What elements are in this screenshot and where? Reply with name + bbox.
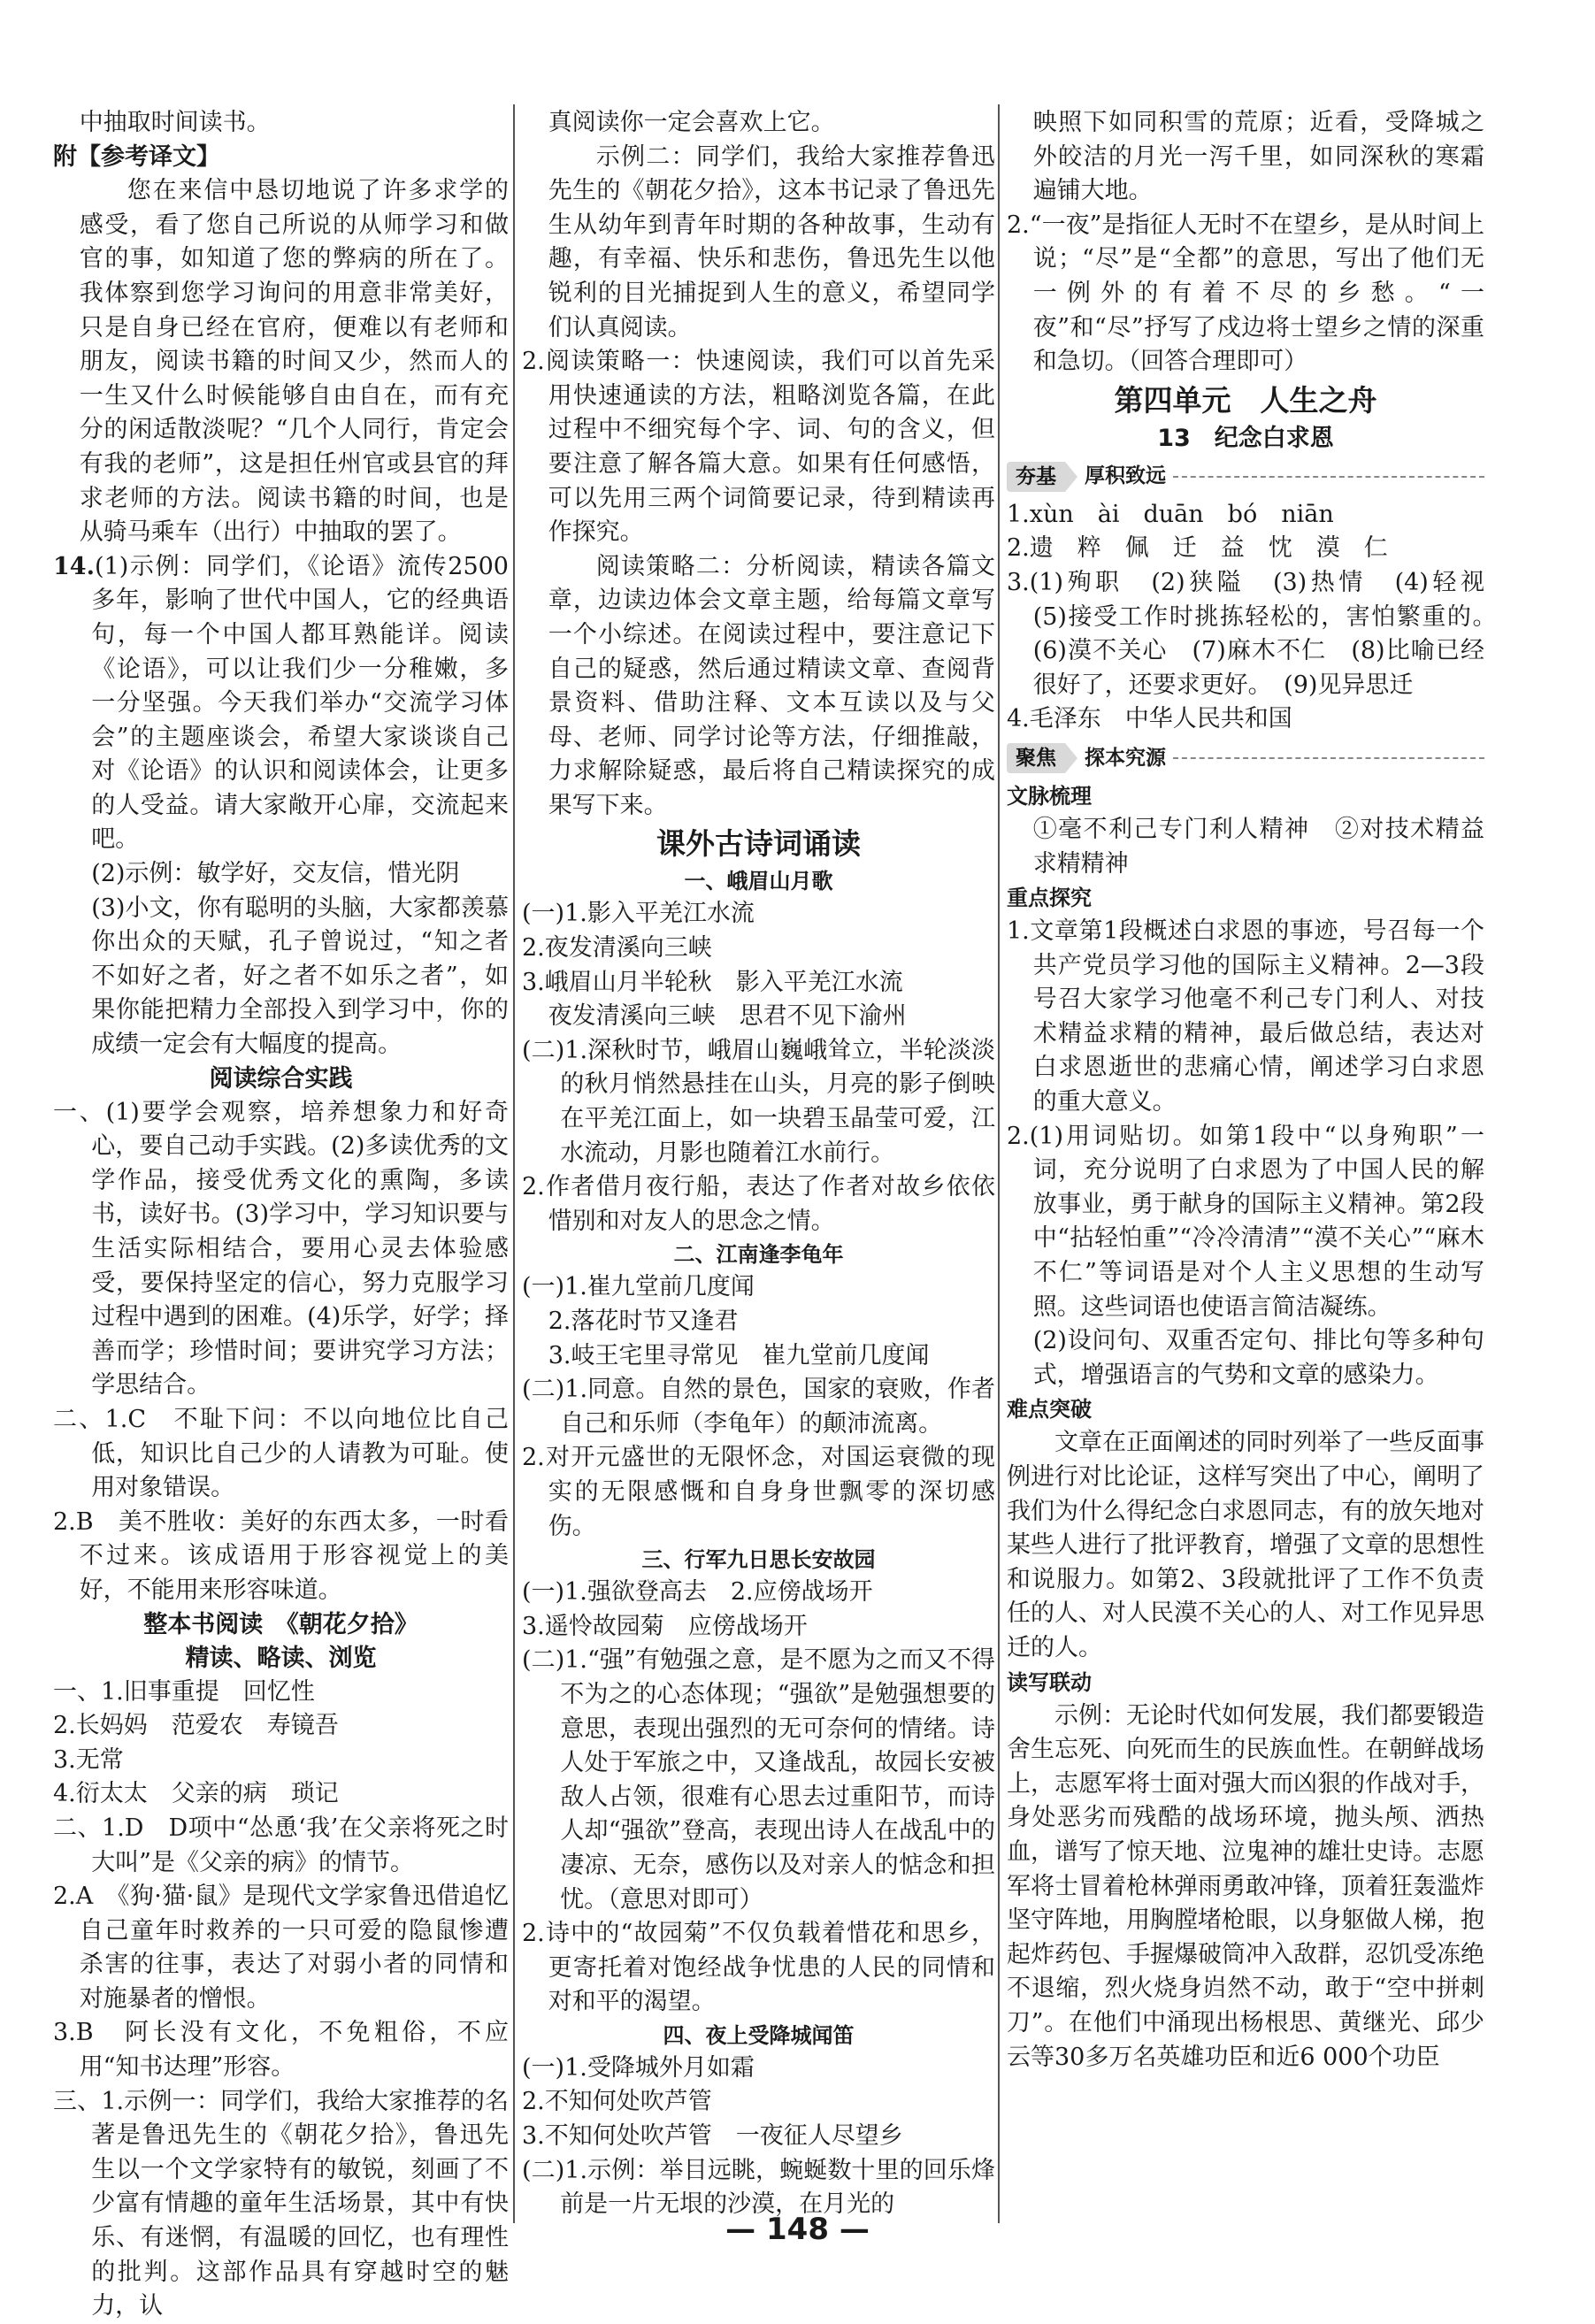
question-number: 14. <box>53 552 95 580</box>
poem-answer: 2.不知何处吹芦管 <box>522 2088 712 2116</box>
poem-answer: (二)1.“强”有勉强之意，是不愿为之而又不得不为之的心态体现；“强欲”是勉强想要的意思，表现出强烈的无可奈何的情绪。诗人处于军旅之中，又逢战乱，故园长安被敌人占领，很难有心思去过重阳节，而诗人却“强欲”登高，表现出诗人在战乱中的凄凉、无奈，感伤以及对亲人的惦念和担忧。（意思对即可） <box>522 1646 995 1914</box>
book-answer-2-3: 3.B 阿长没有文化，不免粗俗，不应用“知书达理”形容。 <box>53 2019 509 2082</box>
dashed-rule <box>1173 476 1484 478</box>
section-subheading-reading-types: 精读、略读、浏览 <box>185 1644 377 1672</box>
answer-14-part-3: (3)小文，你有聪明的头脑，大家都羡慕你出众的天赋，孔子曾说过，“知之者不如好之者，好之者不如乐之者”，如果你能把精力全部投入到学习中，你的成绩一定会有大幅度的提高。 <box>91 894 509 1059</box>
key-answer-1: 1.文章第1段概述白求恩的事迹，号召每一个共产党员学习他的国际主义精神。2—3段号召大家学习他毫不利己专门利人、对技术精益求精的精神，最后做总结，表达对白求恩逝世的悲痛心情，阐述学习白求恩的重大意义。 <box>1007 917 1484 1116</box>
answer-14-part-1: (1)示例：同学们，《论语》流传2500多年，影响了世代中国人，它的经典语句，每一个中国人都耳熟能详。阅读《论语》，可以让我们少一分稚嫩，多一分坚强。今天我们举办“交流学习体会”的主题座谈会，希望大家谈谈自己对《论语》的认识和阅读体会，让更多的人受益。请大家敞开心扉，交流起来吧。 <box>91 552 509 854</box>
book-answer-2-2: 2.A 《狗·猫·鼠》是现代文学家鲁迅借追忆自己童年时救养的一只可爱的隐鼠惨遭杀害的往事，表达了对弱小者的同情和对施暴者的憎恨。 <box>53 1883 509 2013</box>
book-answer-1-4: 4.衍太太 父亲的病 琐记 <box>53 1780 339 1808</box>
poem-answer: (一)1.影入平羌江水流 <box>522 900 755 928</box>
key-answer-2-part-2: (2)设问句、双重否定句、排比句等多种句式，增强语言的气势和文章的感染力。 <box>1032 1327 1484 1389</box>
poem-answer: 3.岐王宅里寻常见 崔九堂前几度闻 <box>548 1341 930 1369</box>
section-badge: 聚焦 <box>1007 743 1065 773</box>
key-answer-2: 2.(1)用词贴切。如第1段中“以身殉职”一词，充分说明了白求恩为了中国人民的解放事业，勇于献身的国际主义精神。第2段中“拈轻怕重”“冷冷清清”“漠不关心”“麻木不仁”等词语是对个人主义思想的生动写照。这些词语也使语言简洁凝练。 <box>1007 1122 1484 1321</box>
poem-title: 一、峨眉山月歌 <box>684 869 833 894</box>
text-line: 真阅读你一定会喜欢上它。 <box>548 109 835 136</box>
book-answer-3-1: 三、1.示例一：同学们，我给大家推荐的名著是鲁迅先生的《朝花夕拾》，鲁迅先生以一个文学家特有的敏锐，刻画了不少富有情趣的童年生活场景，其中有快乐、有迷惘，有温暖的回忆，也有理性的批判。这部作品具有穿越时空的魅力，认 <box>53 2087 509 2320</box>
reading-answer-2-2: 2.B 美不胜收：美好的东西太多，一时看不过来。该成语用于形容视觉上的美好，不能用来形容味道。 <box>53 1507 509 1604</box>
subsection-title: 文脉梳理 <box>1007 783 1092 809</box>
unit-title: 第四单元 人生之舟 <box>1114 382 1377 418</box>
character-answer: 2.遗 粹 佩 迁 益 忱 漠 仁 <box>1007 534 1388 563</box>
reference-translation-title: 附【参考译文】 <box>53 142 220 171</box>
reading-answer-2-1: 二、1.C 不耻下问：不以向地位比自己低，知识比自己少的人请教为可耻。使用对象错误。 <box>53 1405 509 1502</box>
poem-title: 二、江南逢李龟年 <box>673 1242 844 1268</box>
poem-answer: 3.不知何处吹芦管 一夜征人尽望乡 <box>522 2122 903 2151</box>
section-badge-text: 探本究源 <box>1085 746 1166 770</box>
answer-14 <box>53 550 509 857</box>
literature-answer: 4.毛泽东 中华人民共和国 <box>1007 705 1292 733</box>
poem-answer: (二)1.深秋时节，峨眉山巍峨耸立，半轮淡淡的秋月悄然悬挂在山头，月亮的影子倒映在平羌江面上，如一块碧玉晶莹可爱，江水流动，月影也随着江水前行。 <box>522 1036 995 1167</box>
book-answer-1-2: 2.长妈妈 范爱农 寿镜吾 <box>53 1712 339 1740</box>
reading-strategy-two: 阅读策略二：分析阅读，精读各篇文章，边读边体会文章主题，给每篇文章写一个小综述。在阅读过程中，要注意记下自己的疑惑，然后通过精读文章、查阅背景资料、借助注释、文本互读以及与父母、老师、同学讨论等方法，仔细推敲，力求解除疑惑，最后将自己精读探究的成果写下来。 <box>548 552 995 819</box>
poem-answer: 2.落花时节又逢君 <box>548 1308 739 1335</box>
text-line: 中抽取时间读书。 <box>79 109 271 136</box>
subsection-title: 难点突破 <box>1007 1397 1092 1423</box>
poem-answer: 夜发清溪向三峡 思君不见下渝州 <box>548 1002 907 1031</box>
badge-arrow-icon <box>1065 462 1077 492</box>
poem-answer: (二)1.示例：举目远眺，蜿蜒数十里的回乐烽前是一片无垠的沙漠，在月光的 <box>522 2156 995 2219</box>
poem-answer: (二)1.同意。自然的景色，国家的衰败，作者自己和乐师（李龟年）的颠沛流离。 <box>522 1376 995 1438</box>
poem-answer: (一)1.崔九堂前几度闻 <box>522 1273 755 1301</box>
difficulty-answer: 文章在正面阐述的同时列举了一些反面事例进行对比论证，这样写突出了中心，阐明了我们为什么得纪念白求恩同志，有的放矢地对某些人进行了批评教育，增强了文章的思想性和说服力。如第2、3段就批评了工作不负责任的人、对人民漠不关心的人、对工作见异思迁的人。 <box>1007 1429 1484 1661</box>
vocabulary-answer: 3.(1)殉职 (2)狭隘 (3)热情 (4)轻视 (5)接受工作时挑拣轻松的，害怕繁重的。 (6)漠不关心 (7)麻木不仁 (8)比喻已经很好了，还要求更好。 (9)见异思迁 <box>1007 568 1508 699</box>
section-banner-focus <box>1007 740 1484 776</box>
section-heading-poems: 课外古诗词诵读 <box>656 826 861 862</box>
poem-answer: 3.遥怜故园菊 应傍战场开 <box>522 1612 808 1640</box>
subsection-title: 重点探究 <box>1007 886 1092 911</box>
poem-answer: 2.“一夜”是指征人无时不在望乡，是从时间上说；“尽”是“全都”的意思，写出了他们无一例外的有着不尽的乡愁。“一夜”和“尽”抒写了戍边将士望乡之情的深重和急切。（回答合理即可） <box>1007 211 1484 376</box>
page-number: — 148 — <box>725 2212 870 2247</box>
poem-answer: 2.夜发清溪向三峡 <box>522 934 712 963</box>
poem-answer: (一)1.强欲登高去 2.应傍战场开 <box>522 1578 873 1607</box>
book-answer-1-1: 一、1.旧事重提 回忆性 <box>53 1677 315 1706</box>
answer-14-part-2: (2)示例：敏学好，交友信，惜光阴 <box>91 860 460 888</box>
section-heading-whole-book: 整本书阅读 《朝花夕拾》 <box>143 1610 418 1638</box>
section-banner-foundation <box>1007 459 1484 495</box>
context-answer: ①毫不利己专门利人精神 ②对技术精益求精精神 <box>1032 815 1484 878</box>
lesson-title: 13 纪念白求恩 <box>1157 424 1334 452</box>
book-answer-2-1: 二、1.D D项中“怂恿‘我’在父亲将死之时大叫”是《父亲的病》的情节。 <box>53 1814 509 1876</box>
reference-translation-body: 您在来信中恳切地说了许多求学的感受，看了您自己所说的从师学习和做官的事，如知道了您的弊病的所在了。我体察到您学习询问的用意非常美好，只是自身已经在官府，便难以有老师和朋友，阅读书籍的时间又少，然而人的一生又什么时候能够自由自在，而有充分的闲适散淡呢？“几个人同行，肯定会有我的老师”，这是担任州官或县官的拜求老师的方法。阅读书籍的时间，也是从骑马乘车（出行）中抽取的罢了。 <box>79 177 509 547</box>
poem-title: 四、夜上受降城闻笛 <box>663 2022 855 2048</box>
dashed-rule <box>1173 757 1484 759</box>
column-divider <box>513 104 515 2223</box>
reading-answer-1: 一、(1)要学会观察，培养想象力和好奇心，要自己动手实践。(2)多读优秀的文学作品，接受优秀文化的熏陶，多读书，读好书。(3)学习中，学习知识要与生活实际相结合，要用心灵去体验感受，要保持坚定的信心，努力克服学习过程中遇到的困难。(4)乐学，好学；择善而学；珍惜时间；要讲究学习方法；学思结合。 <box>53 1098 509 1400</box>
column-divider <box>998 104 1000 2223</box>
poem-answer: 2.作者借月夜行船，表达了作者对故乡依依惜别和对友人的思念之情。 <box>522 1173 995 1235</box>
writing-answer: 示例：无论时代如何发展，我们都要锻造舍生忘死、向死而生的民族血性。在朝鲜战场上，志愿军将士面对强大而凶狠的作战对手，身处恶劣而残酷的战场环境，抛头颅、洒热血，谱写了惊天地、泣鬼神的雄壮史诗。志愿军将士冒着枪林弹雨勇敢冲锋，顶着狂轰滥炸坚守阵地，用胸膛堵枪眼，以身躯做人梯，抱起炸药包、手握爆破筒冲入敌群，忍饥受冻绝不退缩，烈火烧身岿然不动，敢于“空中拼刺刀”。在他们中涌现出杨根思、黄继光、邱少云等30多万名英雄功臣和近6 000个功臣 <box>1007 1701 1484 2071</box>
poem-answer: 2.诗中的“故园菊”不仅负载着惜花和思乡，更寄托着对饱经战争忧患的人民的同情和对和平的渴望。 <box>522 1920 995 2016</box>
section-badge-text: 厚积致远 <box>1085 464 1166 488</box>
reading-strategy-one: 2.阅读策略一：快速阅读，我们可以首先采用快速通读的方法，粗略浏览各篇，在此过程中不细究每个字、词、句的含义，但要注意了解各篇大意。如果有任何感悟，可以先用三两个词简要记录，待到精读再作探究。 <box>522 348 995 547</box>
poem-answer: (一)1.受降城外月如霜 <box>522 2053 755 2082</box>
column-left <box>53 106 509 2320</box>
book-answer-1-3: 3.无常 <box>53 1745 124 1774</box>
pinyin-answer: 1.xùn ài duān bó niān <box>1007 500 1334 528</box>
column-middle <box>522 106 995 2219</box>
poem-answer: 2.对开元盛世的无限怀念，对国运衰微的现实的无限感慨和自身身世飘零的深切感伤。 <box>522 1444 995 1540</box>
text-line: 映照下如同积雪的荒原；近看，受降城之外皎洁的月光一泻千里，如同深秋的寒霜遍铺大地。 <box>1032 109 1484 205</box>
poem-answer: 3.峨眉山月半轮秋 影入平羌江水流 <box>522 968 903 996</box>
badge-arrow-icon <box>1065 743 1077 773</box>
section-badge: 夯基 <box>1007 462 1065 492</box>
section-heading-reading-practice: 阅读综合实践 <box>209 1064 353 1093</box>
poem-title: 三、行军九日思长安故园 <box>641 1547 876 1573</box>
subsection-title: 读写联动 <box>1007 1669 1092 1695</box>
example-two: 示例二：同学们，我给大家推荐鲁迅先生的《朝花夕拾》，这本书记录了鲁迅先生从幼年到青年时期的各种故事，生动有趣，有幸福、快乐和悲伤，鲁迅先生以他锐利的目光捕捉到人生的意义，希望同学们认真阅读。 <box>548 142 995 341</box>
column-right <box>1007 106 1508 2205</box>
